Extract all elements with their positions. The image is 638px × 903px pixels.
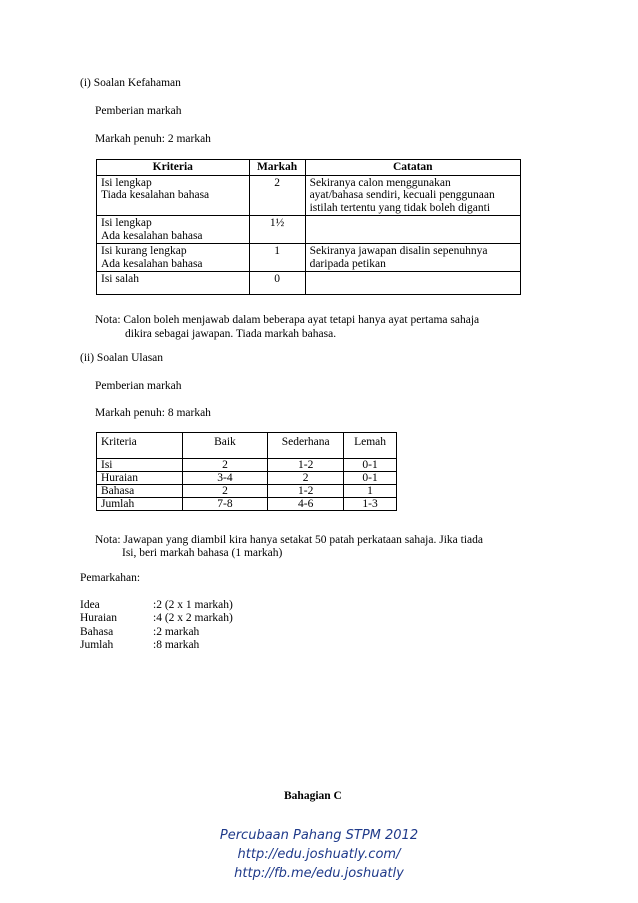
cell-kriteria: Isi salah [101, 273, 140, 285]
section2-markah-penuh: Markah penuh: 8 markah [95, 407, 211, 419]
table-row [97, 472, 397, 485]
pemarkahan-value: :2 markah [153, 626, 200, 638]
table-row [97, 498, 397, 511]
cell-kriteria: Ada kesalahan bahasa [101, 229, 203, 242]
pemarkahan-value: :2 (2 x 1 markah) [153, 599, 233, 611]
pemarkahan-label: Huraian [80, 612, 118, 624]
cell: 1-3 [344, 498, 397, 511]
section2-nota-cont: Isi, beri markah bahasa (1 markah) [122, 547, 283, 559]
cell: 2 [182, 485, 268, 498]
pemarkahan-title: Pemarkahan: [80, 572, 141, 584]
section1-nota: Nota: Calon boleh menjawab dalam beberapa ayat tetapi hanya ayat pertama sahaja [95, 314, 480, 326]
cell-catatan: ayat/bahasa sendiri, kecuali penggunaan [309, 189, 495, 201]
cell: 3-4 [182, 472, 268, 485]
cell-markah: 2 [249, 175, 305, 216]
table-row [97, 244, 521, 272]
table-row [97, 272, 521, 295]
pemarkahan-label: Jumlah [80, 639, 114, 651]
cell-kriteria: Isi kurang lengkap [101, 245, 187, 257]
section1-nota-cont: dikira sebagai jawapan. Tiada markah bahasa. [125, 328, 337, 340]
cell-markah: 0 [249, 272, 305, 295]
cell: Bahasa [97, 485, 183, 498]
cell: Jumlah [97, 498, 183, 511]
table-ulasan [96, 432, 397, 511]
cell: Isi [97, 459, 183, 472]
cell: 2 [268, 472, 344, 485]
cell-catatan: istilah tertentu yang tidak boleh diganti [309, 201, 491, 214]
pemarkahan-value: :4 (2 x 2 markah) [153, 612, 233, 624]
table-header: Markah [249, 160, 305, 176]
cell: 1-2 [268, 485, 344, 498]
cell: 2 [182, 459, 268, 472]
cell: 1-2 [268, 459, 344, 472]
table-header: Kriteria [97, 433, 183, 459]
cell-catatan: Sekiranya jawapan disalin sepenuhnya [309, 245, 488, 257]
table-header: Kriteria [97, 160, 250, 176]
cell-markah: 1 [249, 244, 305, 272]
table-row [97, 175, 521, 216]
cell: 0-1 [344, 472, 397, 485]
table-kefahaman [96, 159, 521, 295]
table-row [97, 216, 521, 244]
table-header: Lemah [344, 433, 397, 459]
pemarkahan-label: Bahasa [80, 626, 114, 638]
section2-pemberian: Pemberian markah [95, 380, 182, 392]
section1-pemberian: Pemberian markah [95, 105, 182, 117]
cell-catatan: Sekiranya calon menggunakan [309, 176, 451, 189]
section1-markah-penuh: Markah penuh: 2 markah [95, 133, 211, 145]
section2-title: (ii) Soalan Ulasan [80, 352, 164, 364]
pemarkahan-label: Idea [80, 599, 100, 611]
section2-nota: Nota: Jawapan yang diambil kira hanya setakat 50 patah perkataan sahaja. Jika tiada [95, 534, 483, 546]
cell: 1 [344, 485, 397, 498]
footer-link[interactable]: http://fb.me/edu.joshuatly [234, 866, 404, 881]
cell-kriteria: Tiada kesalahan bahasa [101, 189, 210, 201]
table-header: Baik [182, 433, 268, 459]
cell-kriteria: Isi lengkap [101, 176, 152, 189]
cell: 7-8 [182, 498, 268, 511]
table-header: Sederhana [268, 433, 344, 459]
cell-kriteria: Ada kesalahan bahasa [101, 257, 203, 270]
section1-title: (i) Soalan Kefahaman [80, 77, 181, 89]
table-row [97, 485, 397, 498]
table-header: Catatan [305, 160, 520, 176]
cell-kriteria: Isi lengkap [101, 217, 152, 229]
cell: Huraian [97, 472, 183, 485]
cell-markah: 1½ [249, 216, 305, 244]
cell: 0-1 [344, 459, 397, 472]
pemarkahan-value: :8 markah [153, 639, 200, 651]
bahagian-heading: Bahagian C [284, 790, 342, 802]
table-row [97, 459, 397, 472]
cell: 4-6 [268, 498, 344, 511]
footer-link[interactable]: http://edu.joshuatly.com/ [237, 847, 401, 862]
cell-catatan: daripada petikan [309, 257, 386, 270]
footer-title: Percubaan Pahang STPM 2012 [219, 828, 419, 843]
